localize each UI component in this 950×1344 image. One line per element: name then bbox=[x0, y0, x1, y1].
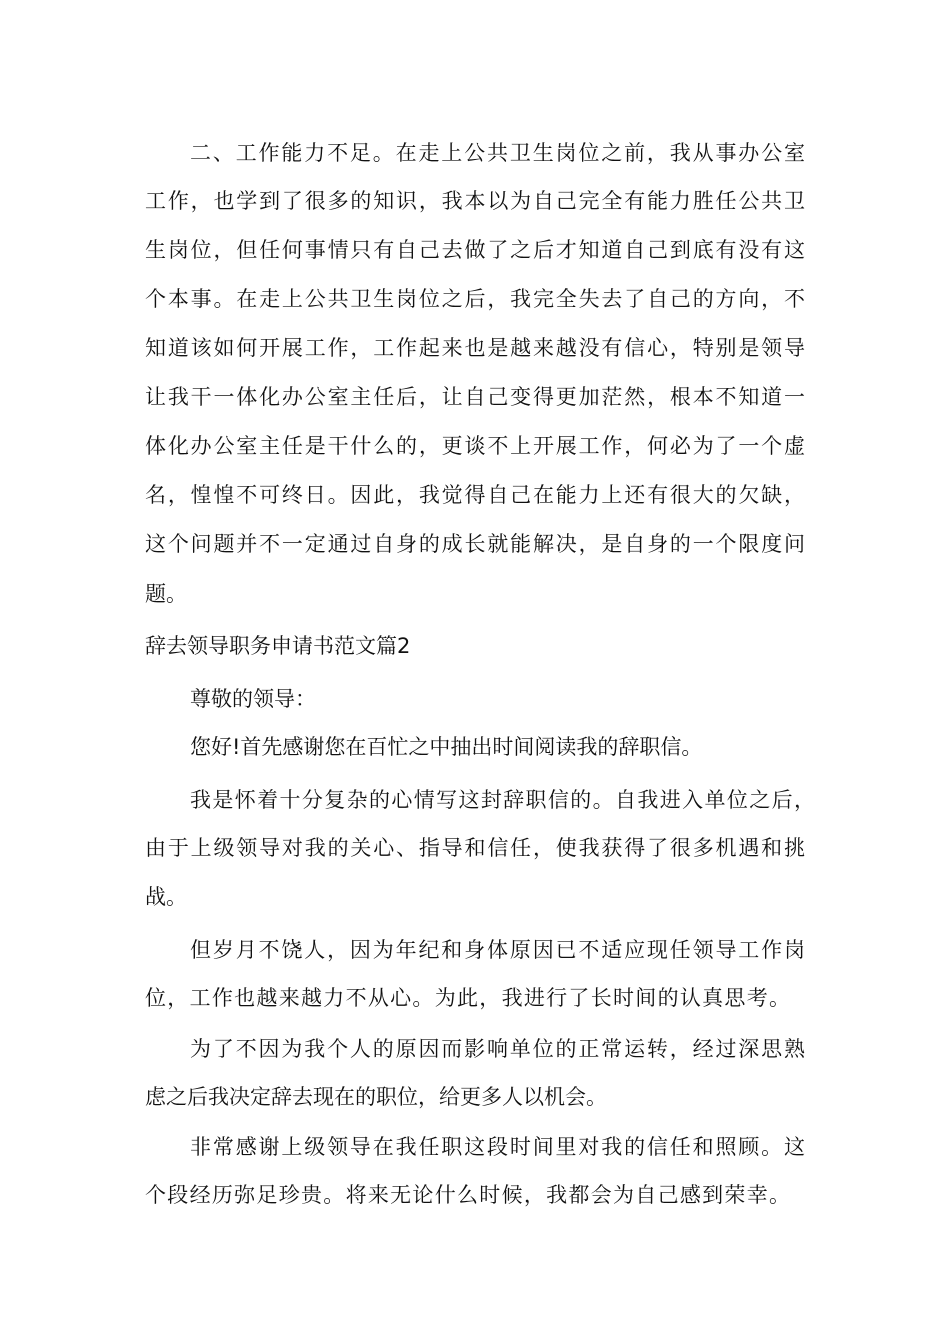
paragraph-line: 二、工作能力不足。在走上公共卫生岗位之前，我从事办公室 bbox=[190, 141, 805, 165]
paragraph-line: 为了不因为我个人的原因而影响单位的正常运转，经过深思熟 bbox=[190, 1037, 805, 1061]
paragraph-line: 生岗位，但任何事情只有自己去做了之后才知道自己到底有没有这 bbox=[145, 238, 805, 262]
paragraph-line: 战。 bbox=[145, 885, 187, 909]
paragraph-line: 名，惶惶不可终日。因此，我觉得自己在能力上还有很大的欠缺， bbox=[145, 483, 805, 507]
paragraph-line: 这个问题并不一定通过自身的成长就能解决，是自身的一个限度问 bbox=[145, 532, 805, 556]
paragraph-line: 由于上级领导对我的关心、指导和信任，使我获得了很多机遇和挑 bbox=[145, 836, 805, 860]
paragraph-line: 但岁月不饶人，因为年纪和身体原因已不适应现任领导工作岗 bbox=[190, 938, 805, 962]
paragraph-line: 题。 bbox=[145, 582, 187, 606]
paragraph-line: 非常感谢上级领导在我任职这段时间里对我的信任和照顾。这 bbox=[190, 1135, 805, 1159]
paragraph-line: 让我干一体化办公室主任后，让自己变得更加茫然，根本不知道一 bbox=[145, 385, 805, 409]
paragraph-line: 工作，也学到了很多的知识，我本以为自己完全有能力胜任公共卫 bbox=[145, 189, 805, 213]
paragraph-line: 虑之后我决定辞去现在的职位，给更多人以机会。 bbox=[145, 1085, 607, 1109]
salutation: 尊敬的领导： bbox=[190, 687, 316, 711]
section-heading: 辞去领导职务申请书范文篇2 bbox=[145, 634, 411, 658]
paragraph-line: 您好!首先感谢您在百忙之中抽出时间阅读我的辞职信。 bbox=[190, 735, 703, 759]
paragraph-line: 体化办公室主任是干什么的，更谈不上开展工作，何必为了一个虚 bbox=[145, 434, 805, 458]
paragraph-line: 知道该如何开展工作，工作起来也是越来越没有信心，特别是领导 bbox=[145, 336, 805, 360]
paragraph-line: 我是怀着十分复杂的心情写这封辞职信的。自我进入单位之后， bbox=[190, 788, 815, 812]
paragraph-line: 个本事。在走上公共卫生岗位之后，我完全失去了自己的方向，不 bbox=[145, 287, 805, 311]
paragraph-line: 个段经历弥足珍贵。将来无论什么时候，我都会为自己感到荣幸。 bbox=[145, 1183, 790, 1207]
paragraph-line: 位，工作也越来越力不从心。为此，我进行了长时间的认真思考。 bbox=[145, 986, 790, 1010]
